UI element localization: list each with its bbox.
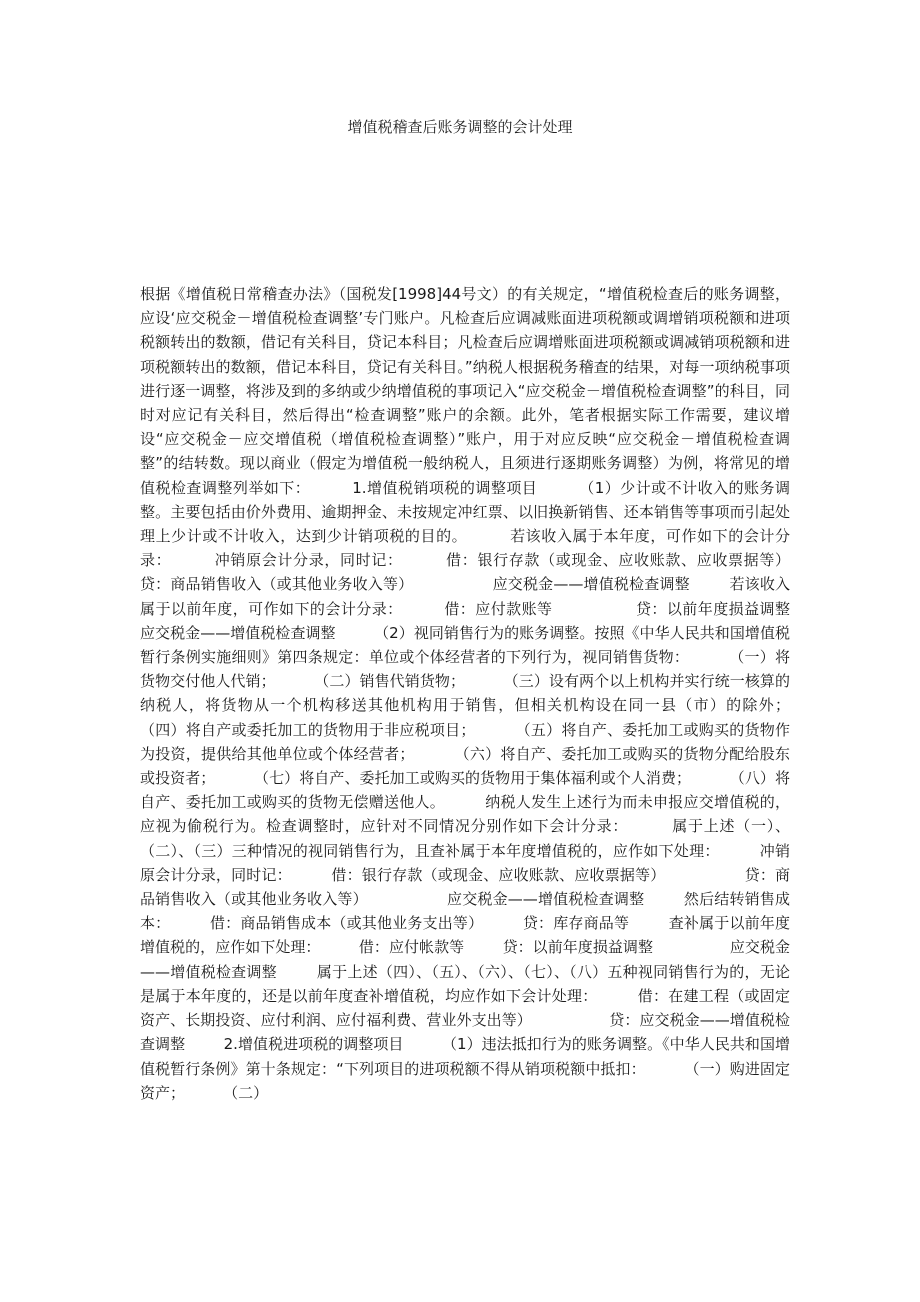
- document-body: 根据《增值税日常稽查办法》（国税发[1998]44号文）的有关规定，“增值税检查后的账务调整，应设‘应交税金－增值税检查调整’专门账户。凡检查后应调减账面进项税额或调增销项税额和进项税额转出的数额，借记有关科目，贷记本科目；凡检查后应调增账面进项税额或调减销项税额和进项税额转出的数额，借记本科目，贷记有关科目。”纳税人根据税务稽查的结果，对每一项纳税事项进行逐一调整，将涉及到的多纳或少纳增值税的事项记入“应交税金－增值税检查调整”的科目，同时对应记有关科目，然后得出“检查调整”账户的余额。此外，笔者根据实际工作需要，建议增设“应交税金－应交增值税（增值税检查调整）”账户，用于对应反映“应交税金－增值税检查调整”的结转数。现以商业（假定为增值税一般纳税人，且须进行逐期账务调整）为例，将常见的增值税检查调整列举如下： 1.增值税销项税的调整项目 （1）少计或不计收入的账务调整。主要包括由价外费用、逾期押金、未按规定冲红票、以旧换新销售、还本销售等事项而引起处理上少计或不计收入，达到少计销项税的目的。 若该收入属于本年度，可作如下的会计分录： 冲销原会计分录，同时记： 借：银行存款（或现金、应收账款、应收票据等） 贷：商品销售收入（或其他业务收入等） 应交税金——增值税检查调整 若该收入属于以前年度，可作如下的会计分录： 借：应付款账等 贷：以前年度损益调整 应交税金——增值税检查调整 （2）视同销售行为的账务调整。按照《中华人民共和国增值税暂行条例实施细则》第四条规定：单位或个体经营者的下列行为，视同销售货物： （一）将货物交付他人代销； （二）销售代销货物； （三）设有两个以上机构并实行统一核算的纳税人，将货物从一个机构移送其他机构用于销售，但相关机构设在同一县（市）的除外； （四）将自产或委托加工的货物用于非应税项目； （五）将自产、委托加工或购买的货物作为投资，提供给其他单位或个体经营者； （六）将自产、委托加工或购买的货物分配给股东或投资者； （七）将自产、委托加工或购买的货物用于集体福利或个人消费； （八）将自产、委托加工或购买的货物无偿赠送他人。 纳税人发生上述行为而未申报应交增值税的，应视为偷税行为。检查调整时，应针对不同情况分别作如下会计分录： 属于上述（一）、（二）、（三）三种情况的视同销售行为，且查补属于本年度增值税的，应作如下处理： 冲销原会计分录，同时记： 借：银行存款（或现金、应收账款、应收票据等） 贷：商品销售收入（或其他业务收入等） 应交税金——增值税检查调整 然后结转销售成本： 借：商品销售成本（或其他业务支出等） 贷：库存商品等 查补属于以前年度增值税的，应作如下处理： 借：应付帐款等 贷：以前年度损益调整 应交税金——增值税检查调整 属于上述（四）、（五）、（六）、（七）、（八）五种视同销售行为的，无论是属于本年度的，还是以前年度查补增值税，均应作如下会计处理： 借：在建工程（或固定资产、长期投资、应付利润、应付福利费、营业外支出等） 贷：应交税金——增值税检查调整 2.增值税进项税的调整项目 （1）违法抵扣行为的账务调整。《中华人民共和国增值税暂行条例》第十条规定：“下列项目的进项税额不得从销项税额中抵扣： （一）购进固定资产； （二）: [140, 285, 867, 1102]
- document-title: 增值税稽查后账务调整的会计处理: [347, 118, 573, 136]
